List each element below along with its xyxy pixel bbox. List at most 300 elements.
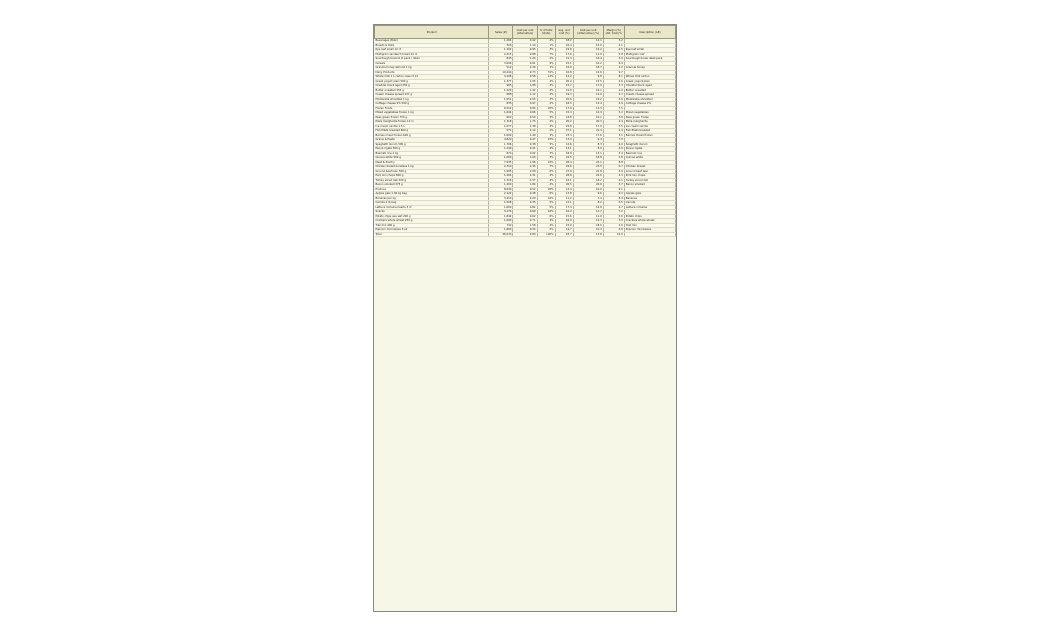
cell-sales: 1,051: [489, 97, 513, 102]
cell-cost-alt: 2.31: [513, 174, 537, 179]
cell-product: Cereals: [375, 61, 489, 66]
cell-pct-total: 3%: [537, 48, 555, 53]
cell-description: Chicken breast: [624, 165, 675, 170]
cell-cost-alt-pct: 18.0: [573, 223, 603, 228]
cell-cost-alt: 0.59: [513, 115, 537, 120]
cell-sales: 1,844: [489, 214, 513, 219]
cell-sales: 6,512: [489, 106, 513, 111]
cell-margin: 8.1: [603, 75, 624, 80]
cell-cost-alt-pct: 22.6: [573, 174, 603, 179]
cell-margin: 4.4: [603, 120, 624, 125]
cell-description: Mixed vegetables: [624, 111, 675, 116]
cell-sales: 1,706: [489, 142, 513, 147]
cell-pct-total: 3%: [537, 124, 555, 129]
cell-margin: 8.4: [603, 196, 624, 201]
cell-cost-alt: 0.73: [513, 70, 537, 75]
cell-description: Cheddar block aged: [624, 84, 675, 89]
cell-description: Pizza margherita: [624, 120, 675, 125]
cell-product: Bacon smoked 375 g: [375, 183, 489, 188]
cell-cost-alt-pct: 10.2: [573, 61, 603, 66]
cell-cost-alt-pct: 9.6: [573, 192, 603, 197]
cell-margin: 2.1: [603, 43, 624, 48]
cell-sales: 965: [489, 84, 513, 89]
cell-pct-total: 12%: [537, 75, 555, 80]
cell-product: Ground beef lean 500 g: [375, 169, 489, 174]
cell-description: Ground beef lean: [624, 169, 675, 174]
cell-cost-alt-pct: 9.4: [573, 138, 603, 143]
cell-cost-alt: 0.54: [513, 228, 537, 233]
cell-avg-cost: 25.6: [555, 97, 573, 102]
cell-avg-cost: 18.5: [555, 102, 573, 107]
cell-avg-cost: 19.8: [555, 48, 573, 53]
cell-description: Cottage cheese 2%: [624, 102, 675, 107]
cell-pct-total: 4%: [537, 183, 555, 188]
cell-cost-alt-pct: 10.1: [573, 115, 603, 120]
cell-description: Bacon smoked: [624, 183, 675, 188]
cell-product: Frozen Foods: [375, 106, 489, 111]
cell-cost-alt-pct: 13.3: [573, 106, 603, 111]
cell-cost-alt-pct: 17.9: [573, 84, 603, 89]
cell-product: Sourdough boule 6 ct pack / retail: [375, 57, 489, 62]
cell-pct-total: 4%: [537, 147, 555, 152]
cell-cost-alt-pct: 16.4: [573, 57, 603, 62]
cell-sales: 1,077: [489, 124, 513, 129]
cell-sales: 1,000: [489, 156, 513, 161]
cell-pct-total: 31%: [537, 70, 555, 75]
cell-pct-total: 7%: [537, 52, 555, 57]
cell-cost-alt: 1.42: [513, 88, 537, 93]
cell-avg-cost: 26.2: [555, 120, 573, 125]
cell-description: Lettuce romaine: [624, 205, 675, 210]
cell-cost-alt-pct: 19.2: [573, 97, 603, 102]
cell-pct-total: 3%: [537, 133, 555, 138]
cell-avg-cost: 14.7: [555, 228, 573, 233]
cell-margin: 7.5: [603, 106, 624, 111]
cell-avg-cost: 24.1: [555, 178, 573, 183]
cell-product: Apples gala 1.36 kg bag: [375, 192, 489, 197]
cell-cost-alt: 0.38: [513, 142, 537, 147]
cell-pct-total: 1%: [537, 66, 555, 71]
cell-sales: 7,935: [489, 160, 513, 165]
cell-cost-alt-pct: 13.4: [573, 102, 603, 107]
header-cost-alt: Cost per unit (Alternative): [513, 26, 537, 39]
cell-margin: 8.8: [603, 160, 624, 165]
cell-sales: 2,122: [489, 192, 513, 197]
cell-description: Berries mixed frozen: [624, 133, 675, 138]
cell-product: Penne rigate 500 g: [375, 147, 489, 152]
cell-cost-alt: 2.08: [513, 169, 537, 174]
cell-product: Crackers whole wheat 250 g: [375, 219, 489, 224]
cell-cost-alt-pct: 7.4: [573, 196, 603, 201]
cell-pct-total: 4%: [537, 178, 555, 183]
cell-margin: 7.9: [603, 138, 624, 143]
header-product: Product: [375, 26, 489, 39]
cell-sales: 1,600: [489, 205, 513, 210]
cell-product: Granola honey almond 1 kg: [375, 66, 489, 71]
cell-margin: 4.1: [603, 178, 624, 183]
cell-sales: 8,640: [489, 187, 513, 192]
cell-margin: 4.5: [603, 48, 624, 53]
cell-pct-total: 4%: [537, 174, 555, 179]
cell-cost-alt-pct: 8.3: [573, 142, 603, 147]
cell-sales: 48,043: [489, 232, 513, 237]
cell-cost-alt: 0.92: [513, 151, 537, 156]
cell-cost-alt: 1.88: [513, 84, 537, 89]
cell-pct-total: 24%: [537, 160, 555, 165]
cell-avg-cost: 28.8: [555, 174, 573, 179]
cell-pct-total: 3%: [537, 97, 555, 102]
cell-sales: 1,318: [489, 120, 513, 125]
cell-margin: 2.6: [603, 223, 624, 228]
cell-pct-total: 5%: [537, 201, 555, 206]
cell-sales: 902: [489, 115, 513, 120]
cell-pct-total: 3%: [537, 219, 555, 224]
cell-cost-alt-pct: 14.0: [573, 93, 603, 98]
cell-cost-alt: 0.61: [513, 61, 537, 66]
cell-cost-alt-pct: 10.9: [573, 111, 603, 116]
cell-product: Produce: [375, 187, 489, 192]
cell-cost-alt-pct: 12.3: [573, 219, 603, 224]
cell-sales: 1,508: [489, 201, 513, 206]
cell-description: Mozzarella shredded: [624, 97, 675, 102]
cell-cost-alt-pct: 21.4: [573, 129, 603, 134]
cell-cost-alt: 1.63: [513, 156, 537, 161]
cell-cost-alt-pct: 18.8: [573, 156, 603, 161]
cell-cost-alt: 0.29: [513, 196, 537, 201]
cell-pct-total: 4%: [537, 39, 555, 44]
cell-avg-cost: 23.3: [555, 133, 573, 138]
cell-avg-cost: 21.3: [555, 57, 573, 62]
cell-pct-total: 5%: [537, 142, 555, 147]
cell-avg-cost: 22.8: [555, 124, 573, 129]
cell-product: Pizza margherita frozen 12 in: [375, 120, 489, 125]
cell-avg-cost: 12.6: [555, 142, 573, 147]
cell-pct-total: 4%: [537, 88, 555, 93]
cell-sales: 1,240: [489, 147, 513, 152]
cell-pct-total: 10%: [537, 196, 555, 201]
cell-pct-total: 26%: [537, 187, 555, 192]
cell-avg-cost: 16.9: [555, 219, 573, 224]
header-description: Description (Alt): [624, 26, 675, 39]
cell-sales: 5,276: [489, 210, 513, 215]
cell-avg-cost: 23.7: [555, 84, 573, 89]
cell-pct-total: 3%: [537, 84, 555, 89]
cell-avg-cost: 14.8: [555, 115, 573, 120]
cell-description: Spaghetti durum: [624, 142, 675, 147]
cell-avg-cost: 24.9: [555, 66, 573, 71]
cell-avg-cost: 24.5: [555, 156, 573, 161]
cell-cost-alt-pct: 10.3: [573, 228, 603, 233]
cell-pct-total: 6%: [537, 214, 555, 219]
cell-product: Cheddar block aged 250 g: [375, 84, 489, 89]
cell-product: Mozzarella shredded 1 kg: [375, 97, 489, 102]
cell-description: Turkey sliced deli: [624, 178, 675, 183]
cell-pct-total: 5%: [537, 205, 555, 210]
cell-cost-alt-pct: 13.8: [573, 232, 603, 237]
cell-margin: 2.4: [603, 129, 624, 134]
header-cost-alt-pct: Cost per unit (Alternative) (%): [573, 26, 603, 39]
cell-product: Breads & Rolls: [375, 43, 489, 48]
cell-product: Meat & Poultry: [375, 160, 489, 165]
cell-margin: 5.6: [603, 214, 624, 219]
cell-avg-cost: 11.2: [555, 196, 573, 201]
cell-pct-total: 2%: [537, 102, 555, 107]
cell-margin: 3.9: [603, 57, 624, 62]
cell-cost-alt: 1.96: [513, 160, 537, 165]
cell-cost-alt-pct: 9.8: [573, 75, 603, 80]
cell-cost-alt-pct: 14.2: [573, 48, 603, 53]
cell-avg-cost: 14.4: [555, 187, 573, 192]
cell-cost-alt-pct: 12.6: [573, 70, 603, 75]
cell-product: Rye loaf small 12 ct: [375, 48, 489, 53]
cell-cost-alt-pct: 16.1: [573, 88, 603, 93]
cell-cost-alt: 0.97: [513, 102, 537, 107]
cell-cost-alt: 2.30: [513, 66, 537, 71]
cell-margin: 6.7: [603, 165, 624, 170]
cell-pct-total: 3%: [537, 156, 555, 161]
cell-product: Whole milk 1 L carton case of 12: [375, 75, 489, 80]
cell-pct-total: 5%: [537, 228, 555, 233]
cell-cost-alt-pct: 8.9: [573, 147, 603, 152]
header-avg-cost: Avg. unit cost (%): [555, 26, 573, 39]
cell-pct-total: 5%: [537, 111, 555, 116]
cell-product: Peas green frozen 750 g: [375, 115, 489, 120]
header-margin: Margin (%) (Alt. Cost) %: [603, 26, 624, 39]
cell-margin: 2.9: [603, 102, 624, 107]
cell-cost-alt-pct: 11.9: [573, 52, 603, 57]
cell-cost-alt-pct: 11.7: [573, 210, 603, 215]
cell-sales: 742: [489, 223, 513, 228]
cell-cost-alt: 0.52: [513, 187, 537, 192]
cell-cost-alt-pct: 13.1: [573, 151, 603, 156]
cell-avg-cost: 17.9: [555, 106, 573, 111]
cell-margin: 4.0: [603, 88, 624, 93]
cell-avg-cost: 17.6: [555, 52, 573, 57]
cell-cost-alt: 0.82: [513, 205, 537, 210]
cell-margin: 6.4: [603, 61, 624, 66]
cell-avg-cost: 22.4: [555, 43, 573, 48]
cell-margin: 3.6: [603, 97, 624, 102]
cell-pct-total: 9%: [537, 61, 555, 66]
cell-description: Butter unsalted: [624, 88, 675, 93]
cell-product: Berries mixed frozen 600 g: [375, 133, 489, 138]
cell-cost-alt-pct: 18.7: [573, 66, 603, 71]
cell-description: Pork loin chops: [624, 174, 675, 179]
header-sales: Sales (#): [489, 26, 513, 39]
cell-avg-cost: 14.2: [555, 75, 573, 80]
cell-cost-alt: 1.84: [513, 183, 537, 188]
cell-cost-alt: 1.58: [513, 223, 537, 228]
cell-margin: 3.2: [603, 39, 624, 44]
cell-avg-cost: 13.9: [555, 138, 573, 143]
cell-cost-alt: 0.58: [513, 75, 537, 80]
cell-cost-alt: 0.62: [513, 214, 537, 219]
cell-pct-total: 4%: [537, 120, 555, 125]
cell-avg-cost: 13.8: [555, 192, 573, 197]
cell-margin: 3.1: [603, 133, 624, 138]
cell-pct-total: 2%: [537, 93, 555, 98]
cell-product: Lettuce romaine hearts 3 ct: [375, 205, 489, 210]
cell-description: Potato chips: [624, 214, 675, 219]
cell-margin: 4.7: [603, 205, 624, 210]
cell-description: Penne rigate: [624, 147, 675, 152]
cell-margin: 3.3: [603, 84, 624, 89]
cell-margin: 6.3: [603, 192, 624, 197]
cell-product: Chicken breast boneless 1 kg: [375, 165, 489, 170]
cell-description: Peas green frozen: [624, 115, 675, 120]
cell-pct-total: 1%: [537, 43, 555, 48]
cell-pct-total: 6%: [537, 169, 555, 174]
cell-description: Fish fillets breaded: [624, 129, 675, 134]
cell-cost-alt: 0.88: [513, 52, 537, 57]
cell-cost-alt-pct: 15.0: [573, 43, 603, 48]
cell-sales: 4,820: [489, 138, 513, 143]
cell-cost-alt: 1.12: [513, 93, 537, 98]
cell-margin: 5.8: [603, 52, 624, 57]
cell-cost-alt: 1.38: [513, 124, 537, 129]
cell-sales: 845: [489, 57, 513, 62]
cell-cost-alt-pct: 11.0: [573, 214, 603, 219]
cell-sales: 2,415: [489, 52, 513, 57]
cell-pct-total: 7%: [537, 165, 555, 170]
cell-cost-alt-pct: 21.8: [573, 169, 603, 174]
cell-cost-alt-pct: 20.3: [573, 120, 603, 125]
cell-margin: 4.9: [603, 147, 624, 152]
cell-avg-cost: 28.4: [555, 160, 573, 165]
cell-product: Quinoa white 500 g: [375, 156, 489, 161]
cell-sales: 3,410: [489, 196, 513, 201]
cell-cost-alt: 0.89: [513, 232, 537, 237]
cell-description: Multigrain loaf: [624, 52, 675, 57]
cell-description: Apples gala: [624, 192, 675, 197]
cell-sales: 1,905: [489, 169, 513, 174]
cell-description: Cream cheese spread: [624, 93, 675, 98]
cell-avg-cost: 23.9: [555, 223, 573, 228]
cell-cost-alt-pct: 20.6: [573, 183, 603, 188]
cell-product: Ice cream vanilla 1.5 L: [375, 124, 489, 129]
cell-cost-alt: 0.41: [513, 147, 537, 152]
cell-product: Total: [375, 232, 489, 237]
cell-product: Spaghetti durum 500 g: [375, 142, 489, 147]
cell-cost-alt-pct: 17.0: [573, 124, 603, 129]
cell-cost-alt: 0.71: [513, 219, 537, 224]
cell-description: Carrots: [624, 201, 675, 206]
cell-product: Grains & Pasta: [375, 138, 489, 143]
cell-pct-total: 20%: [537, 106, 555, 111]
table-row: [375, 232, 676, 237]
cell-avg-cost: 12.1: [555, 201, 573, 206]
cell-sales: 688: [489, 93, 513, 98]
cell-cost-alt: 1.05: [513, 79, 537, 84]
cell-cost-alt-pct: 12.1: [573, 39, 603, 44]
cell-margin: 7.2: [603, 210, 624, 215]
cell-cost-alt-pct: 12.8: [573, 205, 603, 210]
cell-margin: 10.0: [603, 232, 624, 237]
cell-description: Crackers whole wheat: [624, 219, 675, 224]
cell-margin: 4.8: [603, 228, 624, 233]
cell-product: Snacks: [375, 210, 489, 215]
cell-margin: 9.7: [603, 70, 624, 75]
cell-margin: 2.8: [603, 156, 624, 161]
cell-sales: 1,316: [489, 178, 513, 183]
cell-margin: 5.5: [603, 201, 624, 206]
cell-avg-cost: 19.3: [555, 93, 573, 98]
cell-description: Whole milk carton: [624, 75, 675, 80]
cell-cost-alt: 1.10: [513, 43, 537, 48]
cell-sales: 874: [489, 151, 513, 156]
cell-sales: 1,090: [489, 219, 513, 224]
cell-margin: 3.9: [603, 219, 624, 224]
cell-description: Bananas: [624, 196, 675, 201]
cell-description: Ice cream vanilla: [624, 124, 675, 129]
cell-avg-cost: 13.1: [555, 147, 573, 152]
cell-cost-alt-pct: 18.2: [573, 178, 603, 183]
cell-pct-total: 100%: [537, 232, 555, 237]
cell-margin: 3.5: [603, 124, 624, 129]
cell-description: Granola honey: [624, 66, 675, 71]
header-pct-total: % of total (Units): [537, 26, 555, 39]
cell-sales: 1,644: [489, 111, 513, 116]
cell-cost-alt: 1.24: [513, 57, 537, 62]
spreadsheet-table: [373, 24, 677, 612]
cell-cost-alt: 1.57: [513, 178, 537, 183]
cell-product: Potato chips sea salt 200 g: [375, 214, 489, 219]
cell-cost-alt: 0.84: [513, 106, 537, 111]
cell-pct-total: 16%: [537, 210, 555, 215]
cell-avg-cost: 15.6: [555, 214, 573, 219]
cell-avg-cost: 15.4: [555, 111, 573, 116]
cell-cost-alt: 0.95: [513, 48, 537, 53]
cell-product: Bananas per kg: [375, 196, 489, 201]
cell-sales: 1,220: [489, 88, 513, 93]
cell-description: Greek yogurt plain: [624, 79, 675, 84]
cell-description: Trail mix: [624, 223, 675, 228]
cell-avg-cost: 15.1: [555, 61, 573, 66]
cell-avg-cost: 26.5: [555, 183, 573, 188]
cell-margin: 5.2: [603, 111, 624, 116]
cell-avg-cost: 27.9: [555, 169, 573, 174]
cell-sales: 1,600: [489, 228, 513, 233]
cell-sales: 835: [489, 102, 513, 107]
cell-pct-total: 4%: [537, 79, 555, 84]
cell-sales: 3,006: [489, 61, 513, 66]
cell-product: Mixed vegetables frozen 1 kg: [375, 111, 489, 116]
cell-avg-cost: 17.4: [555, 205, 573, 210]
cell-cost-alt: 2.05: [513, 97, 537, 102]
cell-product: Cream cheese spread 227 g: [375, 93, 489, 98]
cell-product: Pork loin chops 800 g: [375, 174, 489, 179]
cell-margin: 2.2: [603, 66, 624, 71]
cell-cost-alt-pct: 8.2: [573, 201, 603, 206]
cell-sales: 1,102: [489, 48, 513, 53]
cell-margin: 3.4: [603, 151, 624, 156]
cell-pct-total: 3%: [537, 115, 555, 120]
cell-avg-cost: 18.7: [555, 232, 573, 237]
cell-sales: 571: [489, 129, 513, 134]
cell-description: Basmati rice: [624, 151, 675, 156]
cell-avg-cost: 29.6: [555, 165, 573, 170]
cell-description: Rye loaf small: [624, 48, 675, 53]
cell-sales: 4,108: [489, 75, 513, 80]
cell-description: [624, 232, 675, 237]
header-row: [375, 26, 676, 39]
cell-product: Multigrain sandwich bread 24 ct: [375, 52, 489, 57]
cell-avg-cost: 18.2: [555, 39, 573, 44]
cell-product: Basmati rice 2 kg: [375, 151, 489, 156]
data-table: [374, 25, 676, 237]
cell-sales: 1,200: [489, 183, 513, 188]
cell-pct-total: 15%: [537, 138, 555, 143]
